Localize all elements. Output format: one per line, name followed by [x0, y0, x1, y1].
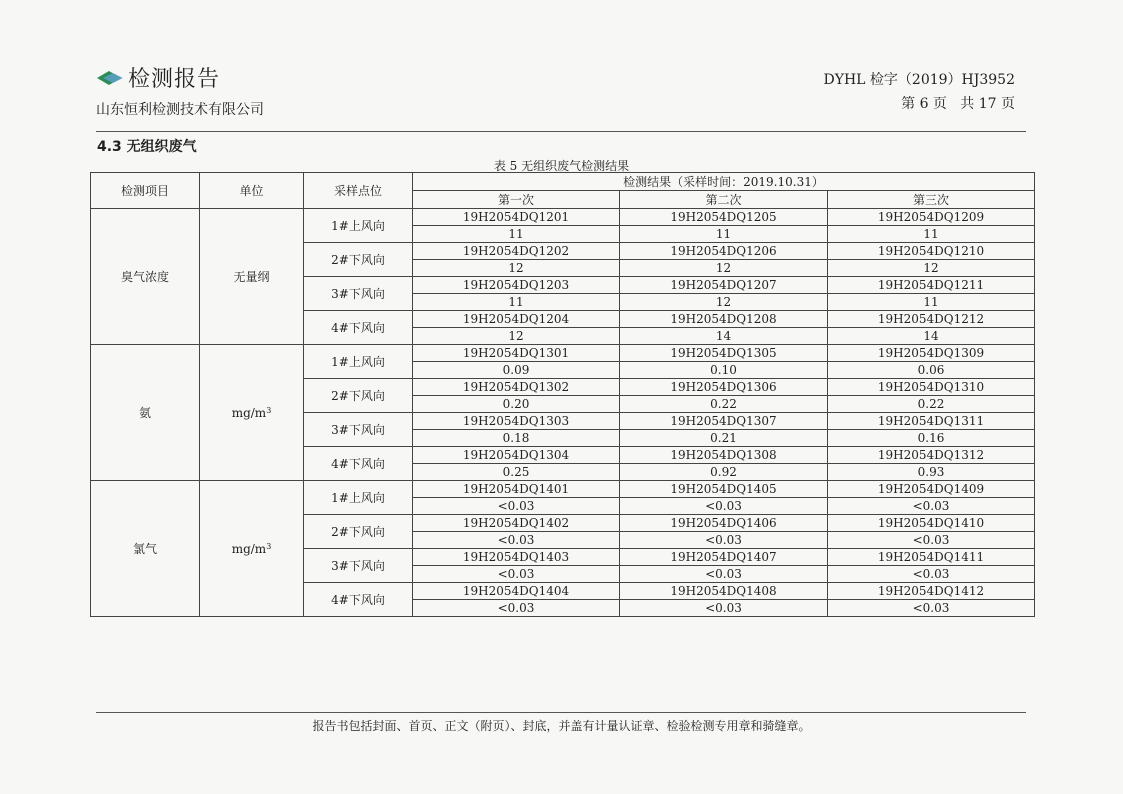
- sample-id-cell: 19H2054DQ1207: [620, 277, 828, 294]
- result-value-cell: <0.03: [620, 532, 828, 549]
- item-cell: 氯气: [91, 481, 200, 617]
- sampling-point-cell: 3#下风向: [304, 549, 413, 583]
- sample-id-cell: 19H2054DQ1307: [620, 413, 828, 430]
- header-unit: 单位: [200, 173, 304, 209]
- sample-id-cell: 19H2054DQ1309: [828, 345, 1035, 362]
- result-value-cell: 11: [828, 294, 1035, 311]
- result-value-cell: 0.16: [828, 430, 1035, 447]
- result-value-cell: <0.03: [620, 498, 828, 515]
- sampling-point-cell: 1#上风向: [304, 345, 413, 379]
- item-cell: 臭气浓度: [91, 209, 200, 345]
- sampling-point-cell: 4#下风向: [304, 311, 413, 345]
- sampling-point-cell: 2#下风向: [304, 515, 413, 549]
- header-point: 采样点位: [304, 173, 413, 209]
- sample-id-cell: 19H2054DQ1202: [413, 243, 620, 260]
- result-value-cell: 0.21: [620, 430, 828, 447]
- result-value-cell: <0.03: [828, 532, 1035, 549]
- sample-id-cell: 19H2054DQ1401: [413, 481, 620, 498]
- result-value-cell: 0.09: [413, 362, 620, 379]
- unit-superscript: 3: [266, 541, 272, 551]
- result-value-cell: <0.03: [828, 600, 1035, 617]
- sample-id-cell: 19H2054DQ1310: [828, 379, 1035, 396]
- sample-id-cell: 19H2054DQ1206: [620, 243, 828, 260]
- result-value-cell: 0.06: [828, 362, 1035, 379]
- result-value-cell: 11: [413, 294, 620, 311]
- result-value-cell: 0.25: [413, 464, 620, 481]
- sampling-point-cell: 3#下风向: [304, 277, 413, 311]
- unit-superscript: 3: [266, 405, 272, 415]
- result-value-cell: <0.03: [620, 600, 828, 617]
- sample-id-cell: 19H2054DQ1201: [413, 209, 620, 226]
- sample-id-cell: 19H2054DQ1412: [828, 583, 1035, 600]
- result-value-cell: 12: [413, 260, 620, 277]
- item-cell: 氨: [91, 345, 200, 481]
- footer-divider: [96, 712, 1026, 713]
- section-title: 4.3 无组织废气: [97, 139, 197, 155]
- sample-id-cell: 19H2054DQ1305: [620, 345, 828, 362]
- header-item: 检测项目: [91, 173, 200, 209]
- result-value-cell: 0.22: [828, 396, 1035, 413]
- unit-cell: [200, 345, 304, 481]
- sample-id-cell: 19H2054DQ1308: [620, 447, 828, 464]
- sampling-point-cell: 4#下风向: [304, 583, 413, 617]
- company-logo-icon: [96, 69, 124, 87]
- report-header: [96, 62, 264, 119]
- sample-id-cell: 19H2054DQ1402: [413, 515, 620, 532]
- sample-id-cell: 19H2054DQ1303: [413, 413, 620, 430]
- sample-id-cell: 19H2054DQ1304: [413, 447, 620, 464]
- result-value-cell: <0.03: [413, 532, 620, 549]
- result-value-cell: <0.03: [620, 566, 828, 583]
- result-value-cell: 0.93: [828, 464, 1035, 481]
- page-info: 第 6 页 共 17 页: [901, 96, 1015, 112]
- result-value-cell: 11: [828, 226, 1035, 243]
- result-value-cell: 12: [413, 328, 620, 345]
- company-name: 山东恒利检测技术有限公司: [96, 102, 264, 118]
- sample-id-cell: 19H2054DQ1204: [413, 311, 620, 328]
- header-round-1: 第一次: [413, 191, 620, 209]
- sample-id-cell: 19H2054DQ1411: [828, 549, 1035, 566]
- result-value-cell: <0.03: [828, 566, 1035, 583]
- sample-id-cell: 19H2054DQ1208: [620, 311, 828, 328]
- table-caption: 表 5 无组织废气检测结果: [493, 159, 630, 173]
- result-value-cell: 11: [413, 226, 620, 243]
- sample-id-cell: 19H2054DQ1302: [413, 379, 620, 396]
- result-value-cell: 12: [620, 294, 828, 311]
- table-row-sample-id: [91, 345, 1035, 362]
- sample-id-cell: 19H2054DQ1409: [828, 481, 1035, 498]
- unit-text: mg/m: [231, 405, 267, 420]
- sample-id-cell: 19H2054DQ1404: [413, 583, 620, 600]
- sampling-point-cell: 4#下风向: [304, 447, 413, 481]
- result-value-cell: 0.22: [620, 396, 828, 413]
- unit-cell: [200, 481, 304, 617]
- sample-id-cell: 19H2054DQ1301: [413, 345, 620, 362]
- sample-id-cell: 19H2054DQ1407: [620, 549, 828, 566]
- result-value-cell: 12: [828, 260, 1035, 277]
- sampling-point-cell: 2#下风向: [304, 379, 413, 413]
- sample-id-cell: 19H2054DQ1312: [828, 447, 1035, 464]
- result-value-cell: <0.03: [413, 600, 620, 617]
- footer-note: 报告书包括封面、首页、正文（附页）、封底，并盖有计量认证章、检验检测专用章和骑缝章。: [312, 719, 811, 733]
- sample-id-cell: 19H2054DQ1306: [620, 379, 828, 396]
- result-value-cell: 0.18: [413, 430, 620, 447]
- sample-id-cell: 19H2054DQ1403: [413, 549, 620, 566]
- sample-id-cell: 19H2054DQ1205: [620, 209, 828, 226]
- results-table: [90, 172, 1035, 617]
- unit-text: mg/m: [231, 541, 267, 556]
- header-round-2: 第二次: [620, 191, 828, 209]
- unit-text: 无量纲: [233, 270, 270, 284]
- result-value-cell: <0.03: [413, 566, 620, 583]
- result-value-cell: 0.20: [413, 396, 620, 413]
- unit-cell: [200, 209, 304, 345]
- sample-id-cell: 19H2054DQ1408: [620, 583, 828, 600]
- header-divider: [96, 131, 1026, 132]
- result-value-cell: 11: [620, 226, 828, 243]
- sampling-point-cell: 3#下风向: [304, 413, 413, 447]
- header-round-3: 第三次: [828, 191, 1035, 209]
- sample-id-cell: 19H2054DQ1405: [620, 481, 828, 498]
- table-row-sample-id: [91, 209, 1035, 226]
- result-value-cell: 14: [620, 328, 828, 345]
- result-value-cell: <0.03: [413, 498, 620, 515]
- sample-id-cell: 19H2054DQ1203: [413, 277, 620, 294]
- sample-id-cell: 19H2054DQ1410: [828, 515, 1035, 532]
- result-value-cell: 12: [620, 260, 828, 277]
- result-value-cell: <0.03: [828, 498, 1035, 515]
- header-result-group: 检测结果（采样时间：2019.10.31）: [413, 173, 1035, 191]
- sample-id-cell: 19H2054DQ1311: [828, 413, 1035, 430]
- sample-id-cell: 19H2054DQ1406: [620, 515, 828, 532]
- sample-id-cell: 19H2054DQ1212: [828, 311, 1035, 328]
- report-number: DYHL 检字（2019）HJ3952: [823, 72, 1015, 88]
- sampling-point-cell: 1#上风向: [304, 481, 413, 515]
- table-row-sample-id: [91, 481, 1035, 498]
- result-value-cell: 14: [828, 328, 1035, 345]
- result-value-cell: 0.10: [620, 362, 828, 379]
- report-title: 检测报告: [128, 67, 221, 92]
- sample-id-cell: 19H2054DQ1211: [828, 277, 1035, 294]
- sampling-point-cell: 1#上风向: [304, 209, 413, 243]
- report-meta: [823, 68, 1015, 116]
- result-value-cell: 0.92: [620, 464, 828, 481]
- sample-id-cell: 19H2054DQ1209: [828, 209, 1035, 226]
- sample-id-cell: 19H2054DQ1210: [828, 243, 1035, 260]
- sampling-point-cell: 2#下风向: [304, 243, 413, 277]
